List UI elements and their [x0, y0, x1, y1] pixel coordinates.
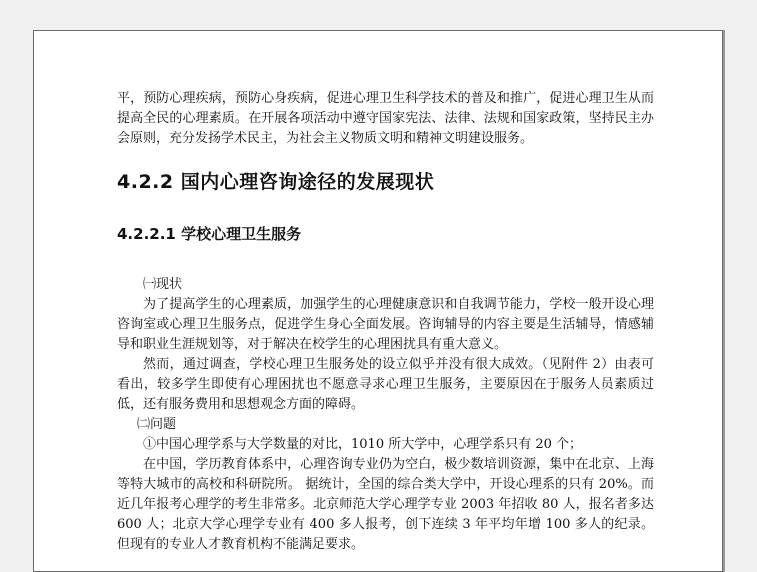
document-page — [33, 30, 723, 572]
subheading-problems: ㈡问题 — [137, 417, 177, 432]
page-content — [117, 89, 654, 555]
section-heading-4-2-2: 4.2.2 国内心理咨询途径的发展现状 — [117, 171, 435, 193]
problem-item-1: ①中国心理学系与大学数量的对比，1010 所大学中，心理学系只有 20 个； — [143, 437, 583, 452]
paragraph-current-2: 然而，通过调查，学校心理卫生服务处的设立似乎并没有很大成效。（见附件 2）由表可看出，较多学生即使有心理困扰也不愿意寻求心理卫生服务，主要原因在于服务人员素质过低，还有服务费用和思想观念方面的障碍。 — [117, 357, 654, 412]
paragraph-problems-1: 在中国，学历教育体系中，心理咨询专业仍为空白，极少数培训资源，集中在北京、上海等特大城市的高校和科研院所。 据统计，全国的综合类大学中，开设心理系的只有 20%。而近几年报考心理学的考生非常多。北京师范大学心理学专业 2003 年招收 80 人，报名者多达 600 人；北京大学心理学专业有 400 多人报考，创下连续 3 年平均年增 100 多人的纪录。但现有的专业人才教育机构不能满足要求。 — [117, 457, 654, 552]
paragraph-current-1: 为了提高学生的心理素质，加强学生的心理健康意识和自我调节能力，学校一般开设心理咨询室或心理卫生服务点，促进学生身心全面发展。咨询辅导的内容主要是生活辅导，情感辅导和职业生涯规划等，对于解决在校学生的心理困扰具有重大意义。 — [117, 297, 654, 352]
intro-paragraph: 平，预防心理疾病，预防心身疾病，促进心理卫生科学技术的普及和推广，促进心理卫生从而提高全民的心理素质。在开展各项活动中遵守国家宪法、法律、法规和国家政策，坚持民主办会原则，充分发扬学术民主，为社会主义物质文明和精神文明建设服务。 — [117, 91, 654, 146]
subsection-heading-4-2-2-1: 4.2.2.1 学校心理卫生服务 — [117, 225, 302, 243]
subheading-current-status: ㈠现状 — [143, 277, 183, 292]
